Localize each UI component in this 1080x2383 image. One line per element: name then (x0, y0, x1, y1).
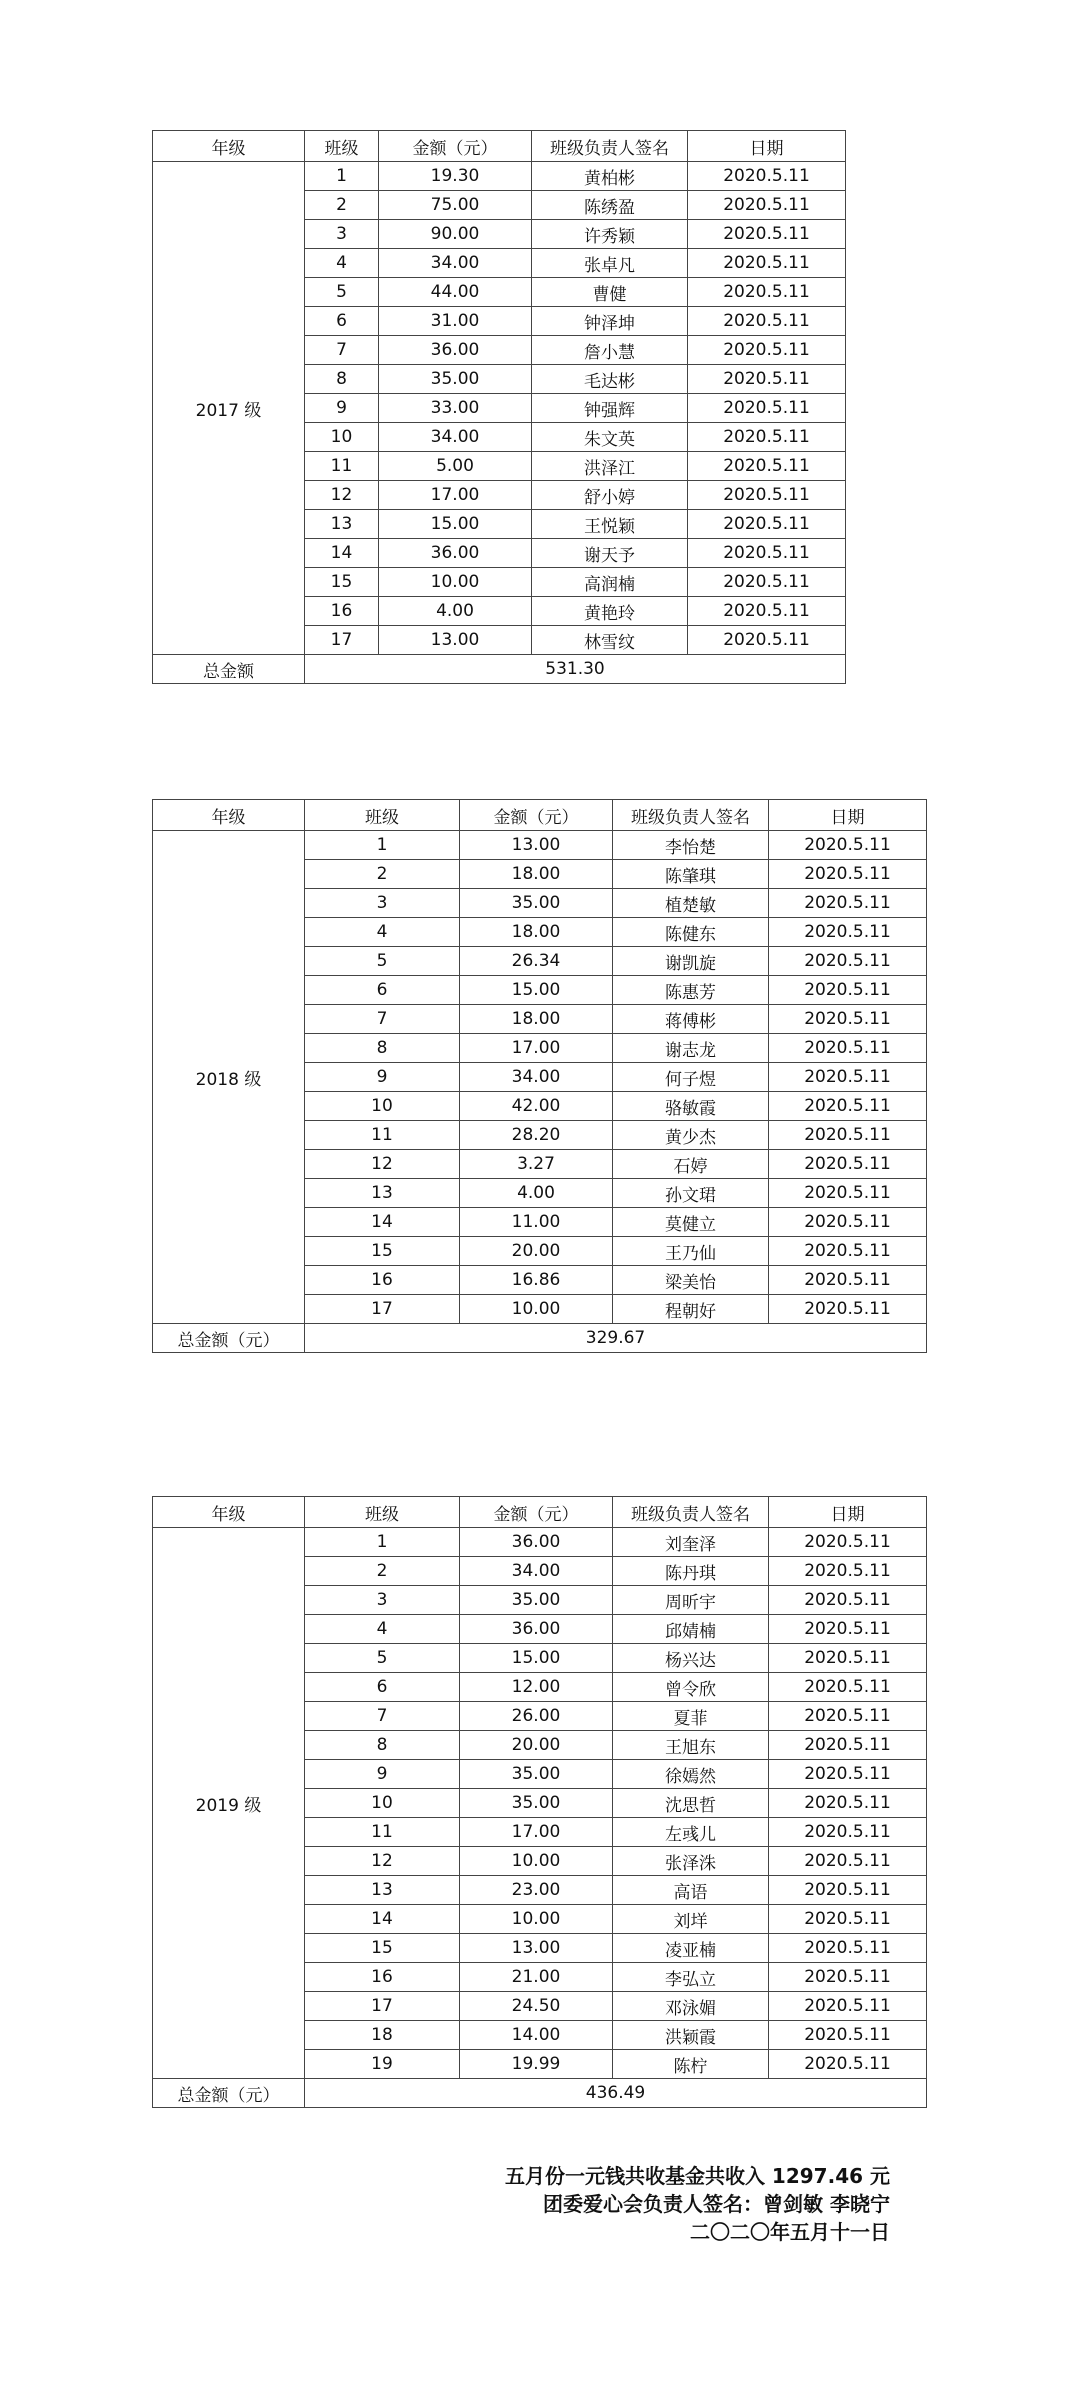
date-cell: 2020.5.11 (769, 2021, 927, 2050)
summary-footer (505, 2162, 890, 2246)
date-cell: 2020.5.11 (769, 1876, 927, 1905)
signer-cell: 黄少杰 (613, 1121, 769, 1150)
amount-cell: 10.00 (460, 1295, 613, 1324)
class-cell: 1 (305, 1528, 460, 1557)
signer-cell: 高语 (613, 1876, 769, 1905)
signer-cell: 何子煜 (613, 1063, 769, 1092)
header-signer: 班级负责人签名 (613, 800, 769, 831)
header-date: 日期 (688, 131, 846, 162)
date-cell: 2020.5.11 (769, 1528, 927, 1557)
date-cell: 2020.5.11 (769, 1208, 927, 1237)
class-cell: 7 (305, 1702, 460, 1731)
amount-cell: 34.00 (460, 1063, 613, 1092)
signer-cell: 陈绣盈 (532, 191, 688, 220)
class-cell: 8 (305, 1731, 460, 1760)
signer-cell: 谢天予 (532, 539, 688, 568)
date-cell: 2020.5.11 (769, 1847, 927, 1876)
signer-cell: 梁美怡 (613, 1266, 769, 1295)
total-value: 329.67 (305, 1324, 927, 1353)
table-body (153, 1497, 927, 2108)
date-cell: 2020.5.11 (769, 1063, 927, 1092)
signer-cell: 刘奎泽 (613, 1528, 769, 1557)
signer-cell: 邱婧楠 (613, 1615, 769, 1644)
date-cell: 2020.5.11 (688, 336, 846, 365)
table-row (153, 831, 927, 860)
signer-cell: 陈惠芳 (613, 976, 769, 1005)
amount-cell: 4.00 (460, 1179, 613, 1208)
class-cell: 7 (305, 1005, 460, 1034)
date-cell: 2020.5.11 (769, 1644, 927, 1673)
class-cell: 3 (305, 1586, 460, 1615)
amount-cell: 36.00 (379, 539, 532, 568)
amount-cell: 4.00 (379, 597, 532, 626)
signer-cell: 骆敏霞 (613, 1092, 769, 1121)
date-cell: 2020.5.11 (688, 481, 846, 510)
class-cell: 10 (305, 423, 379, 452)
signer-cell: 黄艳玲 (532, 597, 688, 626)
total-row (153, 1324, 927, 1353)
signer-cell: 谢志龙 (613, 1034, 769, 1063)
signer-cell: 沈思哲 (613, 1789, 769, 1818)
signer-cell: 王悦颖 (532, 510, 688, 539)
date-cell: 2020.5.11 (769, 1818, 927, 1847)
signer-cell: 夏菲 (613, 1702, 769, 1731)
total-row (153, 655, 846, 684)
date-cell: 2020.5.11 (688, 597, 846, 626)
class-cell: 1 (305, 831, 460, 860)
date-cell: 2020.5.11 (769, 1586, 927, 1615)
total-label: 总金额 (153, 655, 305, 684)
amount-cell: 15.00 (460, 1644, 613, 1673)
signer-cell: 洪泽江 (532, 452, 688, 481)
grade-cell: 2019 级 (153, 1528, 305, 2079)
total-label: 总金额（元） (153, 2079, 305, 2108)
header-row (153, 800, 927, 831)
date-cell: 2020.5.11 (769, 1615, 927, 1644)
signer-cell: 詹小慧 (532, 336, 688, 365)
signer-cell: 陈肇琪 (613, 860, 769, 889)
amount-cell: 90.00 (379, 220, 532, 249)
amount-cell: 10.00 (460, 1905, 613, 1934)
grade-cell: 2017 级 (153, 162, 305, 655)
header-class: 班级 (305, 131, 379, 162)
total-label: 总金额（元） (153, 1324, 305, 1353)
class-cell: 5 (305, 1644, 460, 1673)
amount-cell: 18.00 (460, 1005, 613, 1034)
header-amount: 金额（元） (460, 800, 613, 831)
total-value: 436.49 (305, 2079, 927, 2108)
signer-cell: 杨兴达 (613, 1644, 769, 1673)
amount-cell: 24.50 (460, 1992, 613, 2021)
date-cell: 2020.5.11 (769, 1731, 927, 1760)
class-cell: 11 (305, 1121, 460, 1150)
date-cell: 2020.5.11 (688, 423, 846, 452)
date-cell: 2020.5.11 (769, 1963, 927, 1992)
amount-cell: 36.00 (460, 1528, 613, 1557)
header-class: 班级 (305, 800, 460, 831)
date-cell: 2020.5.11 (688, 220, 846, 249)
class-cell: 9 (305, 1063, 460, 1092)
amount-cell: 10.00 (460, 1847, 613, 1876)
signer-cell: 程朝好 (613, 1295, 769, 1324)
amount-cell: 44.00 (379, 278, 532, 307)
date-cell: 2020.5.11 (688, 307, 846, 336)
class-cell: 14 (305, 539, 379, 568)
class-cell: 7 (305, 336, 379, 365)
date-cell: 2020.5.11 (769, 1295, 927, 1324)
amount-cell: 17.00 (460, 1818, 613, 1847)
date-cell: 2020.5.11 (769, 1992, 927, 2021)
class-cell: 10 (305, 1092, 460, 1121)
class-cell: 3 (305, 889, 460, 918)
signer-cell: 朱文英 (532, 423, 688, 452)
date-cell: 2020.5.11 (769, 1005, 927, 1034)
date-cell: 2020.5.11 (688, 249, 846, 278)
amount-cell: 33.00 (379, 394, 532, 423)
header-grade: 年级 (153, 800, 305, 831)
amount-cell: 15.00 (379, 510, 532, 539)
amount-cell: 18.00 (460, 860, 613, 889)
date-cell: 2020.5.11 (688, 452, 846, 481)
signer-cell: 张泽洙 (613, 1847, 769, 1876)
date-cell: 2020.5.11 (769, 860, 927, 889)
amount-cell: 13.00 (460, 1934, 613, 1963)
grade-cell: 2018 级 (153, 831, 305, 1324)
date-cell: 2020.5.11 (688, 278, 846, 307)
class-cell: 5 (305, 278, 379, 307)
class-cell: 4 (305, 918, 460, 947)
class-cell: 1 (305, 162, 379, 191)
class-cell: 15 (305, 568, 379, 597)
class-cell: 13 (305, 1876, 460, 1905)
signature-line: 团委爱心会负责人签名：曾剑敏 李晓宁 (543, 2192, 890, 2216)
class-cell: 6 (305, 976, 460, 1005)
signer-cell: 舒小婷 (532, 481, 688, 510)
table-body (153, 131, 846, 684)
header-amount: 金额（元） (379, 131, 532, 162)
class-cell: 8 (305, 365, 379, 394)
amount-cell: 3.27 (460, 1150, 613, 1179)
class-cell: 9 (305, 394, 379, 423)
class-cell: 14 (305, 1208, 460, 1237)
signer-cell: 林雪纹 (532, 626, 688, 655)
class-cell: 17 (305, 1992, 460, 2021)
amount-cell: 35.00 (460, 1760, 613, 1789)
class-cell: 10 (305, 1789, 460, 1818)
signer-cell: 植楚敏 (613, 889, 769, 918)
signer-cell: 李怡楚 (613, 831, 769, 860)
header-grade: 年级 (153, 131, 305, 162)
total-value: 531.30 (305, 655, 846, 684)
class-cell: 13 (305, 510, 379, 539)
date-cell: 2020.5.11 (688, 626, 846, 655)
date-cell: 2020.5.11 (769, 918, 927, 947)
signer-cell: 王旭东 (613, 1731, 769, 1760)
date-cell: 2020.5.11 (688, 365, 846, 394)
class-cell: 16 (305, 1266, 460, 1295)
class-cell: 11 (305, 1818, 460, 1847)
table-body (153, 800, 927, 1353)
amount-cell: 10.00 (379, 568, 532, 597)
date-cell: 2020.5.11 (769, 831, 927, 860)
signer-cell: 王乃仙 (613, 1237, 769, 1266)
date-cell: 2020.5.11 (688, 568, 846, 597)
header-date: 日期 (769, 1497, 927, 1528)
class-cell: 19 (305, 2050, 460, 2079)
amount-cell: 18.00 (460, 918, 613, 947)
date-cell: 2020.5.11 (769, 1557, 927, 1586)
class-cell: 4 (305, 249, 379, 278)
donation-table-2018 (152, 799, 927, 1353)
class-cell: 17 (305, 626, 379, 655)
signer-cell: 石婷 (613, 1150, 769, 1179)
signer-cell: 陈柠 (613, 2050, 769, 2079)
donation-table-2017 (152, 130, 846, 684)
class-cell: 2 (305, 1557, 460, 1586)
amount-cell: 20.00 (460, 1731, 613, 1760)
date-cell: 2020.5.11 (769, 1179, 927, 1208)
signer-cell: 黄柏彬 (532, 162, 688, 191)
date-cell: 2020.5.11 (769, 947, 927, 976)
amount-cell: 35.00 (460, 1586, 613, 1615)
class-cell: 9 (305, 1760, 460, 1789)
class-cell: 15 (305, 1934, 460, 1963)
date-cell: 2020.5.11 (769, 889, 927, 918)
amount-cell: 13.00 (379, 626, 532, 655)
class-cell: 4 (305, 1615, 460, 1644)
date-cell: 2020.5.11 (769, 1150, 927, 1179)
amount-cell: 36.00 (460, 1615, 613, 1644)
date-cell: 2020.5.11 (688, 191, 846, 220)
amount-cell: 19.99 (460, 2050, 613, 2079)
signer-cell: 莫健立 (613, 1208, 769, 1237)
header-date: 日期 (769, 800, 927, 831)
signer-cell: 陈丹琪 (613, 1557, 769, 1586)
signer-cell: 洪颖霞 (613, 2021, 769, 2050)
amount-cell: 36.00 (379, 336, 532, 365)
header-grade: 年级 (153, 1497, 305, 1528)
signer-cell: 孙文珺 (613, 1179, 769, 1208)
date-cell: 2020.5.11 (769, 1266, 927, 1295)
signer-cell: 谢凯旋 (613, 947, 769, 976)
amount-cell: 20.00 (460, 1237, 613, 1266)
signer-cell: 张卓凡 (532, 249, 688, 278)
amount-cell: 31.00 (379, 307, 532, 336)
header-amount: 金额（元） (460, 1497, 613, 1528)
amount-cell: 15.00 (460, 976, 613, 1005)
class-cell: 2 (305, 191, 379, 220)
class-cell: 12 (305, 1150, 460, 1179)
signer-cell: 李弘立 (613, 1963, 769, 1992)
amount-cell: 42.00 (460, 1092, 613, 1121)
date-cell: 2020.5.11 (769, 1092, 927, 1121)
header-row (153, 131, 846, 162)
class-cell: 12 (305, 1847, 460, 1876)
amount-cell: 23.00 (460, 1876, 613, 1905)
class-cell: 8 (305, 1034, 460, 1063)
amount-cell: 28.20 (460, 1121, 613, 1150)
class-cell: 16 (305, 597, 379, 626)
amount-cell: 35.00 (460, 1789, 613, 1818)
class-cell: 12 (305, 481, 379, 510)
signer-cell: 曹健 (532, 278, 688, 307)
signer-cell: 钟强辉 (532, 394, 688, 423)
table-row (153, 162, 846, 191)
date-cell: 2020.5.11 (688, 162, 846, 191)
date-line: 二〇二〇年五月十一日 (690, 2220, 890, 2244)
date-cell: 2020.5.11 (688, 539, 846, 568)
class-cell: 15 (305, 1237, 460, 1266)
table-row (153, 1528, 927, 1557)
date-cell: 2020.5.11 (688, 394, 846, 423)
amount-cell: 35.00 (460, 889, 613, 918)
amount-cell: 13.00 (460, 831, 613, 860)
class-cell: 2 (305, 860, 460, 889)
amount-cell: 21.00 (460, 1963, 613, 1992)
date-cell: 2020.5.11 (769, 1673, 927, 1702)
signer-cell: 高润楠 (532, 568, 688, 597)
amount-cell: 34.00 (379, 249, 532, 278)
class-cell: 5 (305, 947, 460, 976)
amount-cell: 19.30 (379, 162, 532, 191)
signer-cell: 邓泳媚 (613, 1992, 769, 2021)
amount-cell: 26.34 (460, 947, 613, 976)
signer-cell: 周昕宇 (613, 1586, 769, 1615)
amount-cell: 12.00 (460, 1673, 613, 1702)
signer-cell: 钟泽坤 (532, 307, 688, 336)
amount-cell: 34.00 (460, 1557, 613, 1586)
date-cell: 2020.5.11 (688, 510, 846, 539)
header-signer: 班级负责人签名 (613, 1497, 769, 1528)
amount-cell: 35.00 (379, 365, 532, 394)
signer-cell: 毛达彬 (532, 365, 688, 394)
amount-cell: 5.00 (379, 452, 532, 481)
amount-cell: 34.00 (379, 423, 532, 452)
date-cell: 2020.5.11 (769, 976, 927, 1005)
amount-cell: 17.00 (379, 481, 532, 510)
header-signer: 班级负责人签名 (532, 131, 688, 162)
date-cell: 2020.5.11 (769, 1702, 927, 1731)
date-cell: 2020.5.11 (769, 1121, 927, 1150)
signer-cell: 左彧儿 (613, 1818, 769, 1847)
amount-cell: 75.00 (379, 191, 532, 220)
date-cell: 2020.5.11 (769, 1237, 927, 1266)
date-cell: 2020.5.11 (769, 1034, 927, 1063)
total-income-line: 五月份一元钱共收基金共收入 1297.46 元 (504, 2164, 890, 2188)
header-row (153, 1497, 927, 1528)
class-cell: 17 (305, 1295, 460, 1324)
signer-cell: 刘垟 (613, 1905, 769, 1934)
date-cell: 2020.5.11 (769, 2050, 927, 2079)
class-cell: 11 (305, 452, 379, 481)
date-cell: 2020.5.11 (769, 1760, 927, 1789)
date-cell: 2020.5.11 (769, 1789, 927, 1818)
total-row (153, 2079, 927, 2108)
donation-table-2019 (152, 1496, 927, 2108)
signer-cell: 蒋傅彬 (613, 1005, 769, 1034)
signer-cell: 凌亚楠 (613, 1934, 769, 1963)
class-cell: 18 (305, 2021, 460, 2050)
amount-cell: 26.00 (460, 1702, 613, 1731)
amount-cell: 14.00 (460, 2021, 613, 2050)
amount-cell: 11.00 (460, 1208, 613, 1237)
class-cell: 6 (305, 307, 379, 336)
class-cell: 13 (305, 1179, 460, 1208)
class-cell: 16 (305, 1963, 460, 1992)
signer-cell: 陈健东 (613, 918, 769, 947)
date-cell: 2020.5.11 (769, 1905, 927, 1934)
amount-cell: 16.86 (460, 1266, 613, 1295)
amount-cell: 17.00 (460, 1034, 613, 1063)
signer-cell: 曾令欣 (613, 1673, 769, 1702)
date-cell: 2020.5.11 (769, 1934, 927, 1963)
class-cell: 6 (305, 1673, 460, 1702)
class-cell: 3 (305, 220, 379, 249)
signer-cell: 许秀颖 (532, 220, 688, 249)
header-class: 班级 (305, 1497, 460, 1528)
class-cell: 14 (305, 1905, 460, 1934)
signer-cell: 徐嫣然 (613, 1760, 769, 1789)
